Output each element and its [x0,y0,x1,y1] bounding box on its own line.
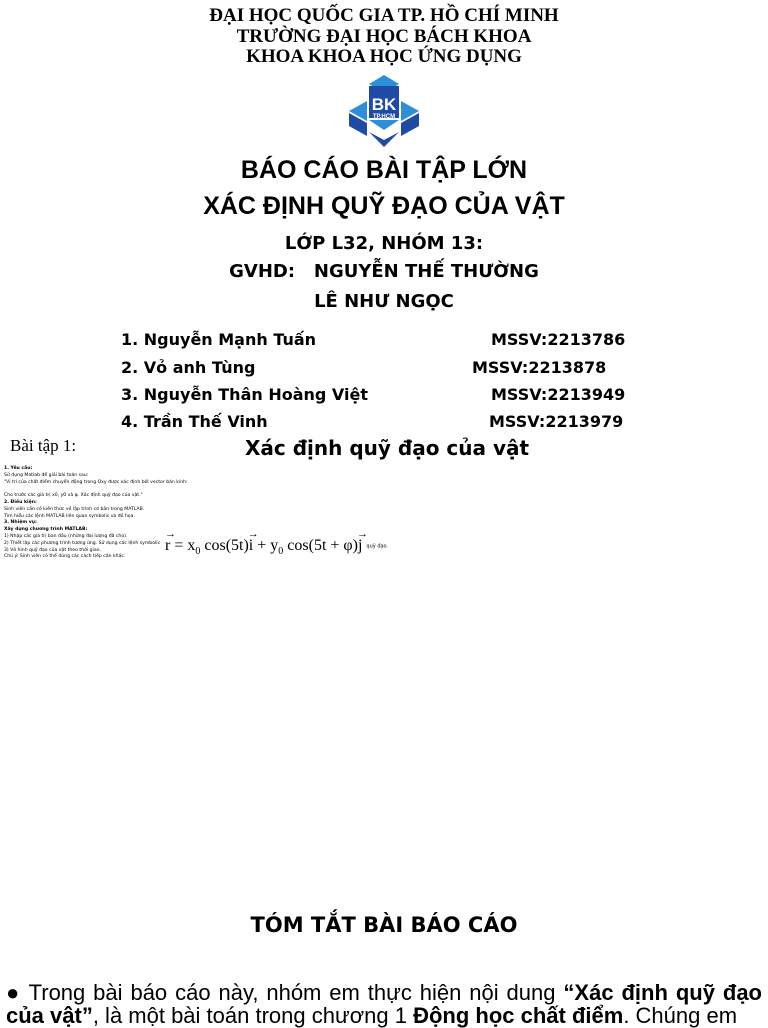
task-line: 1) Nhập các giá trị ban đầu (những đại lượng đã cho). [4,533,128,539]
university-name: ĐẠI HỌC QUỐC GIA TP. HỒ CHÍ MINH [209,5,559,26]
exercise-title: Xác định quỹ đạo của vật [245,436,530,460]
advisor-name-1: NGUYỄN THẾ THƯỜNG [313,261,539,282]
university-logo [347,74,421,148]
task-line: 2) Thiết lập các phương trình tương ứng. Sử dụng các lệnh symbolic [4,540,161,546]
exercise-description [4,466,188,561]
report-title: BÁO CÁO BÀI TẬP LỚN [240,156,528,184]
task-line: "Vị trí của chất điểm chuyển động trong Oxy được xác định bởi vector bán kính: [4,479,188,485]
task-line: Chú ý: Sinh viên có thể dùng các cách tiếp cận khác. [4,554,126,560]
member-mssv: MSSV:2213786 [491,330,626,349]
task-heading: 2. Điều kiện: [4,499,37,505]
task-line: Cho trước các giá trị x0, y0 và φ. Xác định quỹ đạo của vật." [4,493,143,499]
formula-suffix: quỹ đạo. [366,543,389,550]
position-vector-formula: r → = $x_0$ cos(5t)i → + $y_0$ cos(5t + φ)j → quỹ đạo. [165,528,389,558]
summary-heading: TÓM TẮT BÀI BÁO CÁO [250,913,518,937]
task-line: Sử dụng Matlab để giải bài toán sau: [4,472,89,478]
advisor-line [0,261,768,282]
member-name: 4. Trần Thế Vinh [121,412,268,431]
member-mssv: MSSV:2213949 [491,385,626,404]
report-topic: XÁC ĐỊNH QUỸ ĐẠO CỦA VẬT [203,192,565,220]
task-line: Sinh viên cần có kiến thức về lập trình cơ bản trong MATLAB. [4,506,145,512]
task-line: Tìm hiểu các lệnh MATLAB liên quan symbolic và đồ họa. [4,513,135,519]
member-name: 2. Vỏ anh Tùng [121,358,256,377]
member-name: 1. Nguyễn Mạnh Tuấn [121,330,317,349]
class-group: LỚP L32, NHÓM 13: [284,233,484,254]
task-heading: 1. Yêu cầu: [4,466,33,471]
advisor-name-2: LÊ NHƯ NGỌC [314,291,454,312]
logo-subtext: TP.HCM [372,114,396,120]
task-heading: 3. Nhiệm vụ: [4,520,37,526]
task-line: 3) Vẽ hình quỹ đạo của vật theo thời gian. [4,547,102,553]
faculty-school: TRƯỜNG ĐẠI HỌC BÁCH KHOA [236,26,532,47]
task-heading: Xây dựng chương trình MATLAB: [4,527,88,533]
department: KHOA KHOA HỌC ỨNG DỤNG [246,46,522,67]
member-mssv: MSSV:2213878 [472,358,607,377]
member-name: 3. Nguyễn Thân Hoàng Việt [121,385,368,404]
advisor-label: GVHD: [229,261,296,282]
member-mssv: MSSV:2213979 [489,412,624,431]
exercise-label: Bài tập 1: [10,436,77,455]
logo-text: BK [371,95,397,114]
summary-paragraph: ● Trong bài báo cáo này, nhóm em thực hiện nội dung “Xác định quỹ đạo của vật”, là một bài toán trong chương 1 Động học chất điểm. Chúng em [6,980,762,1028]
